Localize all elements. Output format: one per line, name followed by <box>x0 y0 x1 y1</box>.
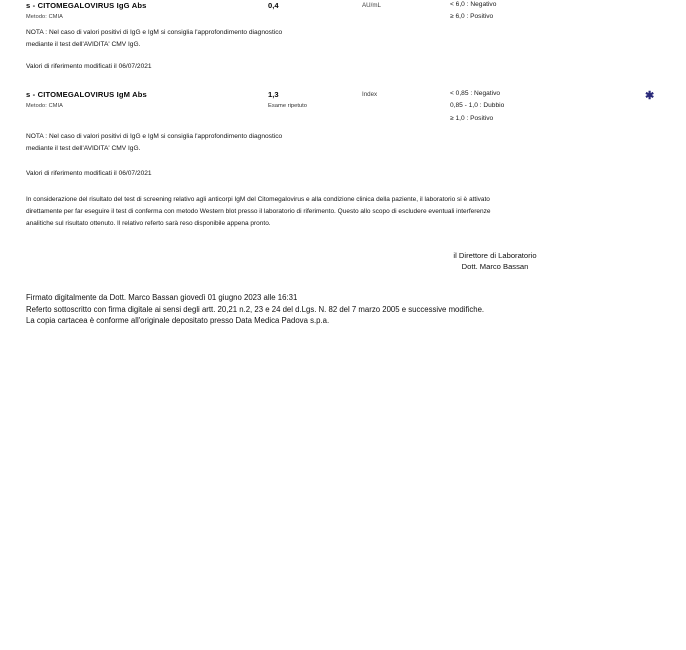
reference-range-line: 0,85 - 1,0 : Dubbio <box>450 102 505 110</box>
reference-range-line: ≥ 1,0 : Positivo <box>450 114 494 122</box>
signature-name: Dott. Marco Bassan <box>461 262 529 271</box>
test-value: 1,3 <box>268 90 279 99</box>
test-value-note: Esame ripetuto <box>268 103 307 109</box>
test-note-line: NOTA : Nel caso di valori positivi di IgG e IgM si consiglia l'approfondimento diagnostico <box>26 29 283 36</box>
footer-line: Referto sottoscritto con firma digitale ai sensi degli artt. 20,21 n.2, 23 e 24 del d.Lgs. N. 82 del 7 marzo 2005 e successive modifiche. <box>26 304 485 314</box>
digital-signature-footer <box>26 292 484 327</box>
test-name: s - CITOMEGALOVIRUS IgG Abs <box>26 1 147 10</box>
narrative-line: In considerazione del risultato del test di screening relativo agli anticorpi IgM del Citomegalovirus e alla condizione clinica della paziente, il laboratorio si è attivato <box>26 196 490 203</box>
footer-line: La copia cartacea è conforme all'originale depositato presso Data Medica Padova s.p.a. <box>26 316 330 326</box>
test-unit: Index <box>362 91 378 98</box>
reference-range-line: ≥ 6,0 : Positivo <box>450 13 494 21</box>
reference-range <box>450 1 496 20</box>
test-note <box>26 27 282 50</box>
signature-block <box>380 250 610 272</box>
narrative-paragraph <box>26 194 660 230</box>
reference-modified-date: Valori di riferimento modificati il 06/07/2021 <box>26 63 152 70</box>
reference-modified-date: Valori di riferimento modificati il 06/07/2021 <box>26 170 152 177</box>
reference-range-line: < 6,0 : Negativo <box>450 1 497 8</box>
test-note-line: mediante il test dell'AVIDITA' CMV IgG. <box>26 144 141 152</box>
test-note <box>26 131 282 154</box>
signature-role: il Direttore di Laboratorio <box>453 251 537 260</box>
test-note-line: NOTA : Nel caso di valori positivi di IgG e IgM si consiglia l'approfondimento diagnostico <box>26 133 283 140</box>
reference-range <box>450 90 504 122</box>
test-unit: AU/mL <box>362 2 381 9</box>
narrative-line: direttamente per far eseguire il test di conferma con metodo Western blot presso il laboratorio di riferimento. Questo allo scopo di escludere eventuali interferenze <box>26 208 491 215</box>
footer-line: Firmato digitalmente da Dott. Marco Bassan giovedì 01 giugno 2023 alle 16:31 <box>26 293 298 302</box>
test-name: s - CITOMEGALOVIRUS IgM Abs <box>26 90 147 99</box>
test-method: Metodo: CMIA <box>26 103 63 109</box>
narrative-line: analitiche sul risultato ottenuto. Il relativo referto sarà reso disponibile appena pronto. <box>26 220 271 227</box>
abnormal-flag <box>645 91 654 101</box>
asterisk-icon: ✱ <box>645 90 655 102</box>
test-method: Metodo: CMIA <box>26 14 63 20</box>
reference-range-line: < 0,85 : Negativo <box>450 90 501 97</box>
test-note-line: mediante il test dell'AVIDITA' CMV IgG. <box>26 40 141 48</box>
test-value: 0,4 <box>268 1 279 10</box>
